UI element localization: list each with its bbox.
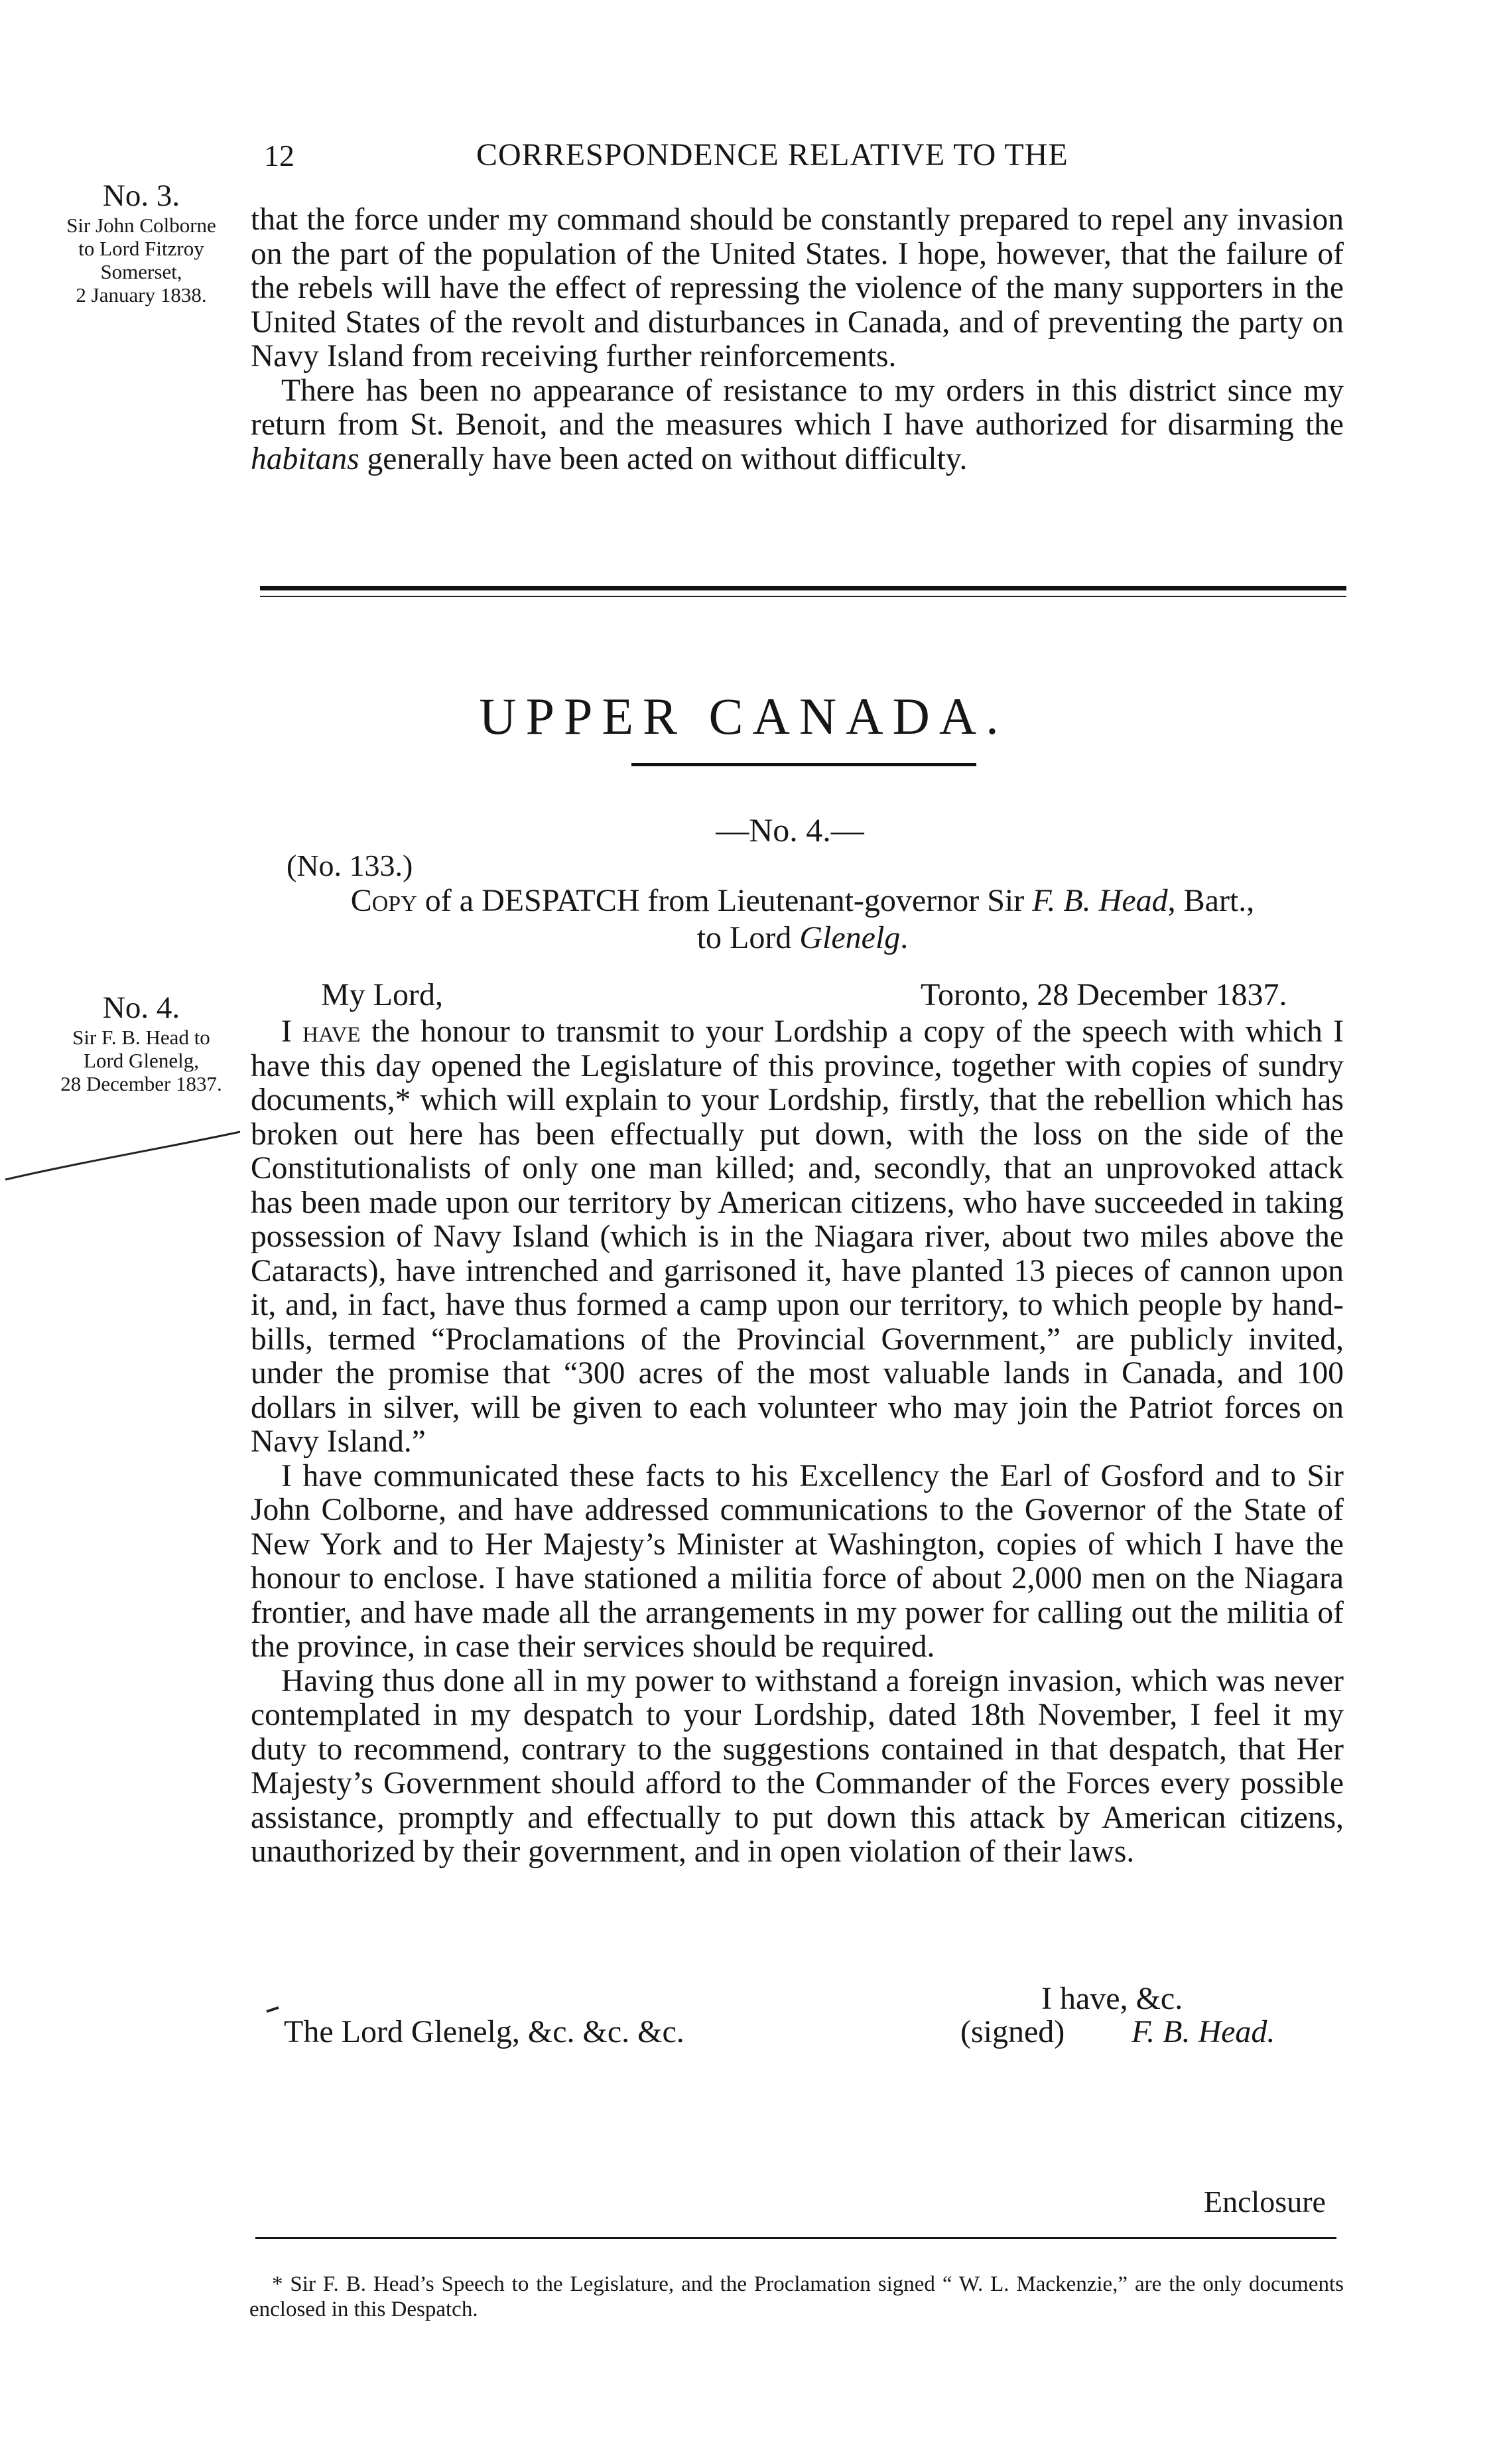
- caption-text: , Bart.,: [1167, 883, 1255, 918]
- margin-note-line: 2 January 1838.: [76, 283, 207, 307]
- margin-note-number: No. 3.: [102, 178, 180, 213]
- paragraph: that the force under my command should be constantly prepared to repel any invasion on the part of the population of the United States. I hope, however, that the failure of the rebels will have the effect of repressing the violence of the many supporters in the United States of the revolt and disturbances in Canada, and of preventing the party on Navy Island from receiving further reinforcements.: [251, 202, 1344, 374]
- section-separator-thin: [260, 596, 1346, 597]
- margin-note-no3: [34, 178, 248, 307]
- signature: F. B. Head.: [1131, 2014, 1275, 2049]
- margin-note-number: No. 4.: [102, 991, 180, 1025]
- document-number: —No. 4.—: [716, 811, 864, 849]
- place-date: Toronto, 28 December 1837.: [921, 977, 1287, 1012]
- text-run: the honour to transmit to your Lordship a copy of the speech with which I have this day opened the Legislature of this province, together with copies of sundry documents,* which will explain to your Lordship, firstly, that the rebellion which has broken out here has been effectually put down, with the loss on the side of the Constitutionalists of only one man killed; and, secondly, that an unprovoked attack has been made upon our territory by American citizens, who have succeeded in taking possession of Navy Island (which is in the Niagara river, about two miles above the Cataracts), have intrenched and garrisoned it, have planted 13 pieces of cannon upon it, and, in fact, have thus formed a camp upon our territory, to which people by hand-bills, termed “Proclamations of the Provincial Government,” are publicly invited, under the promise that “300 acres of the most valuable lands in Canada, and 100 dollars in silver, will be given to each volunteer who may join the Patriot forces on Navy Island.”: [251, 1014, 1344, 1459]
- margin-note-line: Sir F. B. Head to: [72, 1026, 210, 1049]
- dispatch-number: (No. 133.): [287, 849, 413, 882]
- signed-label: (signed): [960, 2014, 1065, 2049]
- small-caps-run: have: [302, 1014, 361, 1049]
- section-title: UPPER CANADA.: [479, 687, 1008, 745]
- text-run: I: [281, 1014, 303, 1049]
- section-separator-thick: [260, 586, 1346, 590]
- addressee: The Lord Glenelg, &c. &c. &c.: [284, 2014, 684, 2049]
- caption-text: .: [900, 920, 909, 955]
- footnote: [249, 2272, 1344, 2322]
- margin-note-line: to Lord Fitzroy: [78, 237, 204, 260]
- paragraph: [251, 374, 1344, 477]
- paragraph: [251, 1015, 1344, 1460]
- margin-note-line: Lord Glenelg,: [84, 1049, 199, 1072]
- section1-body: [251, 203, 1344, 476]
- salutation: My Lord,: [321, 977, 443, 1012]
- text-run: generally have been acted on without difficulty.: [359, 441, 968, 476]
- margin-note-line: 28 December 1837.: [60, 1072, 222, 1095]
- closing: I have, &c.: [1041, 1981, 1183, 2016]
- running-head: CORRESPONDENCE RELATIVE TO THE: [476, 137, 1068, 172]
- page-number: 12: [264, 139, 294, 172]
- caption-text: to Lord: [696, 920, 800, 955]
- letter-body: [251, 1015, 1344, 1870]
- paragraph: Having thus done all in my power to withstand a foreign invasion, which was never contemplated in my despatch to your Lordship, dated 18th November, I feel it my duty to recommend, contrary to the suggestions contained in that despatch, that Her Majesty’s Government should afford to the Commander of the Forces every possible assistance, promptly and effectually to put down this attack by American citizens, unauthorized by their government, and in open violation of their laws.: [251, 1663, 1344, 1869]
- margin-note-line: Somerset,: [100, 260, 182, 283]
- enclosure-label: Enclosure: [1204, 2185, 1326, 2219]
- margin-note-line: Sir John Colborne: [66, 214, 216, 237]
- margin-note-no4: [34, 990, 248, 1095]
- italic-run: habitans: [251, 441, 359, 476]
- caption-copy-word: Copy: [350, 883, 417, 918]
- text-run: There has been no appearance of resistance to my orders in this district since my return from St. Benoit, and the measures which I have authorized for disarming the: [251, 373, 1344, 442]
- title-underline: [631, 763, 976, 766]
- footnote-rule: [255, 2237, 1336, 2239]
- paragraph: I have communicated these facts to his Excellency the Earl of Gosford and to Sir John Colborne, and have addressed communications to the Governor of the State of New York and to Her Majesty’s Minister at Washington, copies of which I have the honour to enclose. I have stationed a militia force of about 2,000 men on the Niagara frontier, and have made all the arrangements in my power for calling out the militia of the province, in case their services should be required.: [251, 1458, 1344, 1664]
- dispatch-caption: [259, 882, 1346, 957]
- caption-text: of a DESPATCH from Lieutenant-governor Sir: [417, 883, 1033, 918]
- caption-recipient: Glenelg: [799, 920, 901, 955]
- caption-name: F. B. Head: [1032, 883, 1168, 918]
- footnote-text: * Sir F. B. Head’s Speech to the Legislature, and the Proclamation signed “ W. L. Mackenzie,” are the only documents enclosed in this Despatch.: [249, 2272, 1344, 2321]
